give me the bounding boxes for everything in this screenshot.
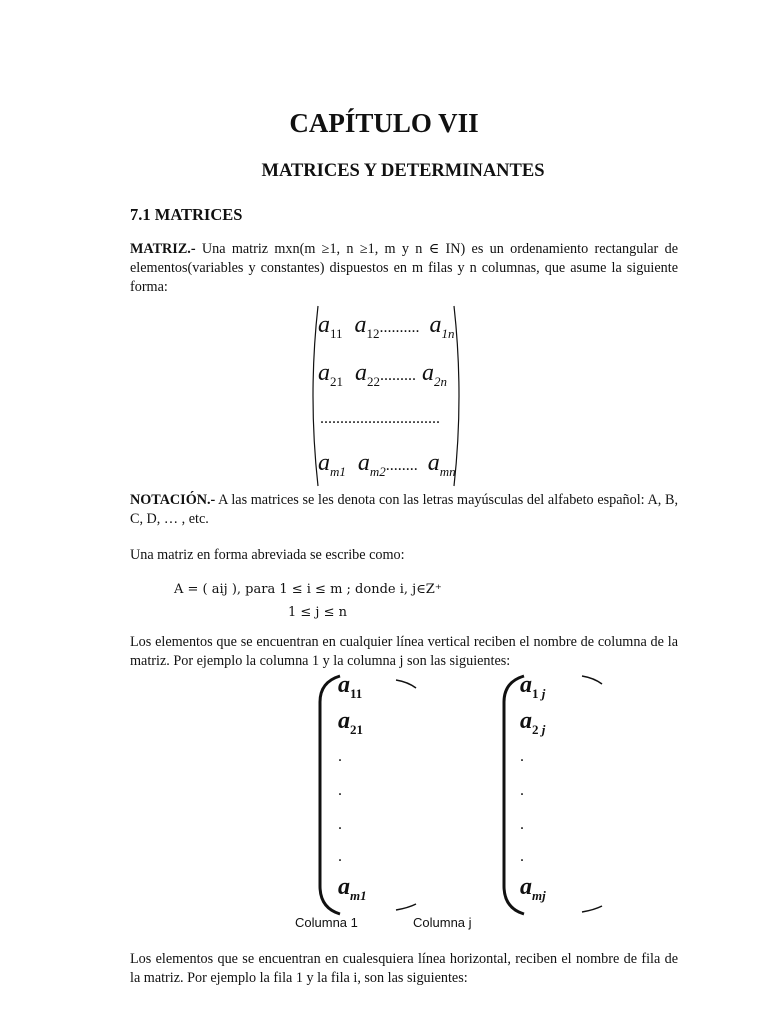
- section-heading: [130, 205, 242, 225]
- columns-paragraph: Los elementos que se encuentran en cualquier línea vertical reciben el nombre de columna de la matriz. Por ejemplo la columna 1 y la columna j son las siguientes:: [130, 634, 678, 669]
- column-j-dot-1: .: [520, 748, 524, 765]
- column-1-entry-2: $a_{21}$: [338, 708, 363, 737]
- column-1-dot-3: .: [338, 816, 342, 833]
- column-1-dot-2: .: [338, 782, 342, 799]
- column-j-entry-m: $a_{mj}$: [520, 874, 546, 903]
- abbrev-formula-line2: 1 ≤ j ≤ n: [288, 605, 347, 620]
- general-matrix: [306, 302, 466, 490]
- notacion-text: A las matrices se les denota con las letras mayúsculas del alfabeto español: A, B, C, D, … , etc.: [130, 492, 678, 527]
- column-1-entry-m: $a_{m1}$: [338, 874, 367, 903]
- matriz-term: MATRIZ.-: [130, 241, 196, 257]
- column-j-caption: Columna j: [413, 915, 472, 930]
- column-1-matrix: [312, 672, 422, 918]
- column-j-dot-2: .: [520, 782, 524, 799]
- column-j-entry-1: $a_1$ $_j$: [520, 672, 546, 701]
- matrix-row-dots: ..............................: [320, 410, 440, 427]
- column-1-entry-1: $a_{11}$: [338, 672, 363, 701]
- column-j-matrix: [496, 672, 608, 918]
- column-j-entry-2: $a_2$ $_j$: [520, 708, 546, 737]
- matriz-definition: [130, 240, 678, 297]
- notacion-paragraph: [130, 491, 678, 529]
- matrix-row-1: $a_{11}$ $a_{12}$.......... $a_{1n}$: [318, 312, 455, 341]
- column-j-brackets: [496, 672, 608, 918]
- column-1-dot-1: .: [338, 748, 342, 765]
- matrix-row-2: $a_{21}$ $a_{22}$......... $a_{2n}$: [318, 360, 447, 389]
- rows-paragraph: Los elementos que se encuentran en cualesquiera línea horizontal, reciben el nombre de fila de la matriz. Por ejemplo la fila 1 y la fila i, son las siguientes:: [130, 951, 678, 986]
- abbrev-formula-line1: A = ( aij ), para 1 ≤ i ≤ m ; donde i, j∈Z⁺: [174, 582, 442, 597]
- column-j-dot-3: .: [520, 816, 524, 833]
- column-j-dot-4: .: [520, 848, 524, 865]
- chapter-subtitle: MATRICES Y DETERMINANTES: [261, 161, 545, 181]
- notacion-term: NOTACIÓN.-: [130, 492, 216, 508]
- section-number: 7.1: [130, 205, 151, 224]
- matrix-row-m: $a_{m1}$ $a_{m2}$........ $a_{mn}$: [318, 450, 456, 479]
- column-1-dot-4: .: [338, 848, 342, 865]
- section-title: MATRICES: [154, 205, 243, 224]
- abbrev-text: Una matriz en forma abreviada se escribe como:: [130, 547, 405, 563]
- column-1-caption: Columna 1: [295, 915, 358, 930]
- chapter-title: CAPÍTULO VII: [289, 108, 479, 138]
- column-1-brackets: [312, 672, 422, 918]
- matriz-text: Una matriz mxn(m ≥1, n ≥1, m y n ∈ IN) es un ordenamiento rectangular de elementos(variables y constantes) dispuestos en m filas y n columnas, que asume la siguiente forma:: [130, 241, 678, 295]
